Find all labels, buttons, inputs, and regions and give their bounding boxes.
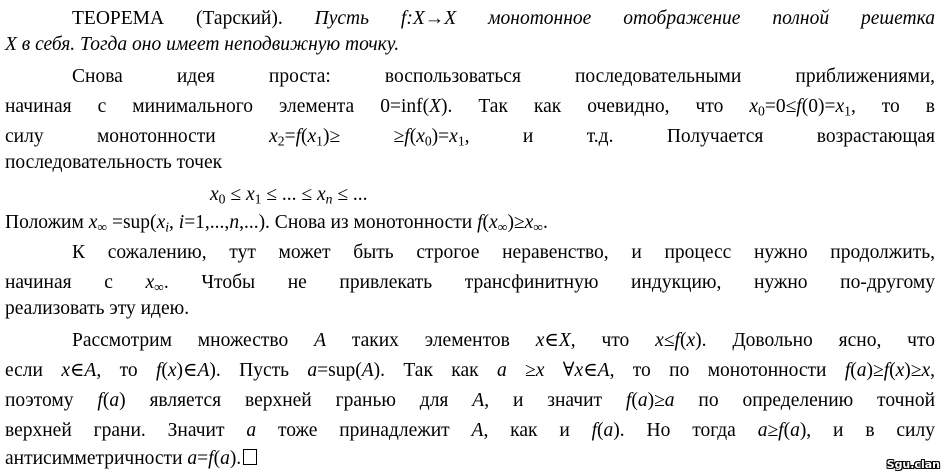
para3-text-2b: . Чтобы не привлекать трансфинитную индукцию, нужно по-другому xyxy=(163,272,935,293)
para1-text-2c: =0≤ xyxy=(764,96,797,117)
para2-text-1e: )≥ xyxy=(507,212,525,233)
para1-text-3c: )= xyxy=(431,126,450,147)
para4-text-2c: ). Пусть xyxy=(209,360,308,381)
para3-line-2: начиная с $x_\infty$. Чтобы не привлекать трансфинитную индукцию, нужно по-другому xyxy=(5,272,935,295)
para1-text-4: последовательность точек xyxy=(5,152,223,173)
para4-text-3c: , и значит xyxy=(484,390,626,411)
para4-text-4e: ), и в силу xyxy=(799,420,935,441)
para4-text-3a: поэтому xyxy=(5,390,98,411)
para4-text-1b: таких элементов xyxy=(325,330,536,351)
para3-line-1 xyxy=(5,240,935,266)
para1-text-2d: (0)= xyxy=(801,96,836,117)
formula-chain: $x_0 \le x_1$ ≤ ... ≤ $x_n$ ≤ ... xyxy=(210,184,368,207)
para4-text-2d: =sup( xyxy=(317,360,362,381)
para1-text-2a: начиная с минимального элемента 0=inf( xyxy=(5,96,430,117)
theorem-statement-2: X в себя. Тогда оно имеет неподвижную точку. xyxy=(5,34,400,55)
para1-line-3: силу монотонности $x_2=f(x_1)\ge \ge f(x_0)=x_1$, и т.д. Получается возрастающая xyxy=(5,126,935,149)
para4-line-5: антисимметричности a=f(a). xyxy=(5,446,257,472)
para4-text-1d: ). Довольно ясно, что xyxy=(695,330,936,351)
para4-text-4a: верхней грани. Значит xyxy=(5,420,247,441)
para1-line-1 xyxy=(5,64,935,90)
theorem-line-2 xyxy=(5,32,399,58)
para3-line-3 xyxy=(5,296,189,322)
para1-text-1: Снова идея проста: воспользоваться последовательными приближениями, xyxy=(72,66,935,87)
para4-line-4: верхней грани. Значит a тоже принадлежит A, как и f(a). Но тогда a≥f(a), и в силу xyxy=(5,420,935,441)
para1-text-2b: ). Так как очевидно, что xyxy=(441,96,750,117)
para4-text-2e: ). Так как xyxy=(373,360,497,381)
para1-text-3b: )≥ ≥ xyxy=(322,126,405,147)
para4-text-2f: , то по монотонности xyxy=(609,360,845,381)
para1-line-4 xyxy=(5,150,222,176)
para4-text-4c: , как и xyxy=(483,420,592,441)
para2-text-1c: =1,..., xyxy=(184,212,230,233)
para2-text-1b: =sup( xyxy=(107,212,157,233)
watermark: Sgu.clan xyxy=(886,458,940,471)
para4-text-2b: , то xyxy=(96,360,156,381)
qed-box-icon xyxy=(243,449,257,465)
theorem-line-1 xyxy=(5,6,935,32)
para4-line-3: поэтому f(a) является верхней гранью для A, и значит f(a)≥a по определению точной xyxy=(5,390,935,411)
para3-text-1: К сожалению, тут может быть строгое неравенство, и процесс нужно продолжить, xyxy=(72,242,935,263)
para1-text-3a: силу монотонности xyxy=(5,126,270,147)
para4-text-1a: Рассмотрим множество xyxy=(72,330,315,351)
para4-text-3d: по определению точной xyxy=(674,390,935,411)
para4-line-2: если x∈A, то f(x)∈A). Пусть a=sup(A). Так как a ≥x ∀x∈A, то по монотонности f(a)≥f(x)≥x, xyxy=(5,360,936,381)
para4-line-1: Рассмотрим множество A таких элементов x∈X, что x≤f(x). Довольно ясно, что xyxy=(72,330,936,351)
para4-text-3b: ) является верхней гранью для xyxy=(119,390,473,411)
para1-text-3d: , и т.д. Получается возрастающая xyxy=(464,126,935,147)
para4-text-4d: ). Но тогда xyxy=(613,420,758,441)
para2-text-1a: Положим xyxy=(5,212,89,233)
theorem-statement-1: Пусть f:X→X монотонное отображение полной решетка xyxy=(282,8,936,29)
para4-text-4b: тоже принадлежит xyxy=(256,420,472,441)
para4-text-1c: , что xyxy=(570,330,656,351)
para1-line-2: начиная с минимального элемента 0=inf(X). Так как очевидно, что $x_0=0\le f(0)=x_1$, то в xyxy=(5,96,936,119)
para2-line-1: Положим $x_\infty =sup(x_i$, i=1,...,n,...). Снова из монотонности $f(x_\infty)\ge x_\infty$. xyxy=(5,212,548,235)
para4-text-5a: антисимметричности xyxy=(5,448,188,469)
theorem-label: ТЕОРЕМА (Тарский). xyxy=(72,8,283,29)
para3-text-3: реализовать эту идею. xyxy=(5,298,190,319)
para2-text-1d: ,...). Снова из монотонности xyxy=(239,212,478,233)
para4-text-2a: если xyxy=(5,360,62,381)
para3-text-2a: начиная с xyxy=(5,272,146,293)
